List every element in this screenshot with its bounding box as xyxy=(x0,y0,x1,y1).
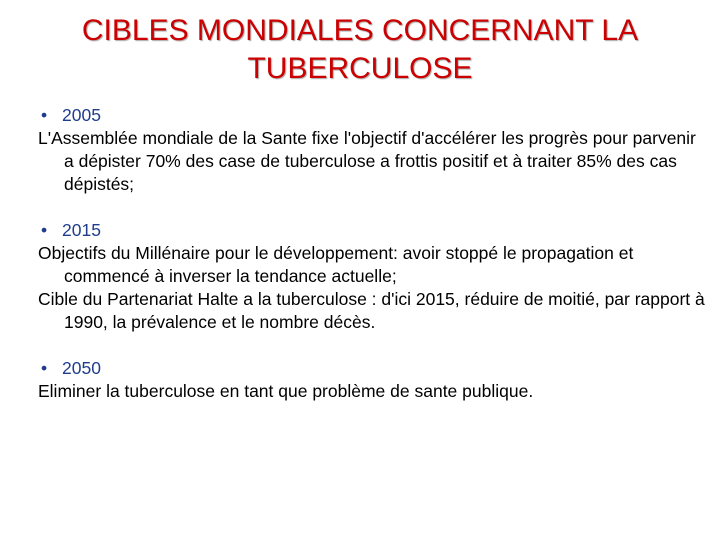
section-paragraph: Cible du Partenariat Halte a la tuberculose : d'ici 2015, réduire de moitié, par rapport à 1990, la prévalence et le nombre décès. xyxy=(38,289,705,332)
slide-title xyxy=(20,12,700,88)
section-paragraph: Objectifs du Millénaire pour le développement: avoir stoppé le propagation et commencé à inverser la tendance actuelle; xyxy=(38,243,634,286)
section-2015 xyxy=(38,219,706,334)
year-bullet xyxy=(38,104,706,127)
year-heading: 2015 xyxy=(62,220,101,240)
bullet-icon: • xyxy=(41,220,48,240)
slide-title-line-1: CIBLES MONDIALES CONCERNANT LA xyxy=(81,14,639,47)
section-2005 xyxy=(38,104,706,196)
section-2050 xyxy=(38,357,706,403)
slide-body xyxy=(38,104,706,403)
slide-title-line-2: TUBERCULOSE xyxy=(247,52,473,85)
year-bullet xyxy=(38,219,706,242)
section-paragraph: Eliminer la tuberculose en tant que problème de sante publique. xyxy=(38,381,534,401)
bullet-icon: • xyxy=(41,358,48,378)
year-heading: 2005 xyxy=(62,105,101,125)
bullet-icon: • xyxy=(41,105,48,125)
year-heading: 2050 xyxy=(62,358,101,378)
year-bullet xyxy=(38,357,706,380)
section-paragraph: L'Assemblée mondiale de la Sante fixe l'objectif d'accélérer les progrès pour parvenir a dépister 70% des case de tuberculose a frottis positif et à traiter 85% des cas dépistés; xyxy=(38,128,696,194)
